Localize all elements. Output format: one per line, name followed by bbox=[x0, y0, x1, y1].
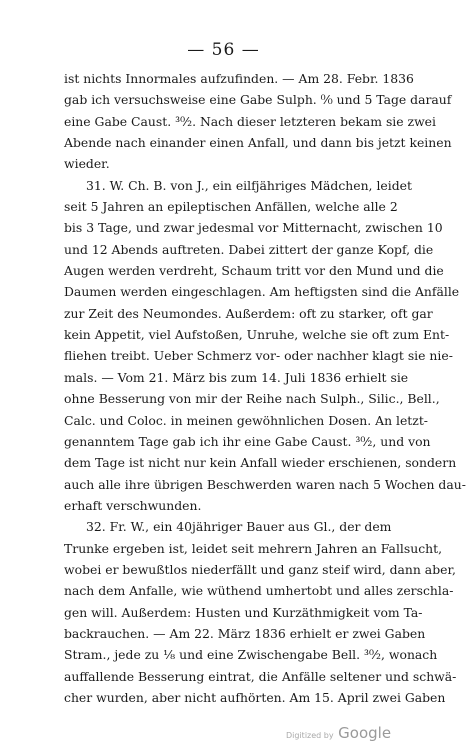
text-line: Abende nach einander einen Anfall, und dann bis jetzt keinen bbox=[64, 135, 452, 151]
text-line: zur Zeit des Neumondes. Außerdem: oft zu starker, oft gar bbox=[64, 305, 433, 321]
watermark-prefix: Digitized by bbox=[286, 731, 334, 740]
text-line: auch alle ihre übrigen Beschwerden waren nach 5 Wochen dau- bbox=[64, 476, 466, 492]
text-line: Stram., jede zu ⅛ und eine Zwischengabe Bell. ³⁰⁄₂, wonach bbox=[64, 647, 438, 663]
digitized-watermark bbox=[286, 724, 391, 742]
text-line: Augen werden verdreht, Schaum tritt vor den Mund und die bbox=[64, 263, 444, 279]
text-line: ohne Besserung von mir der Reihe nach Sulph., Silic., Bell., bbox=[64, 391, 440, 407]
text-line: wieder. bbox=[64, 156, 110, 172]
page-number: — 56 — bbox=[187, 40, 260, 60]
text-line: backrauchen. — Am 22. März 1836 erhielt er zwei Gaben bbox=[64, 625, 426, 641]
text-line: kein Appetit, viel Aufstoßen, Unruhe, welche sie oft zum Ent- bbox=[64, 327, 450, 343]
text-line: und 12 Abends auftreten. Dabei zittert der ganze Kopf, die bbox=[64, 241, 434, 257]
body-text bbox=[64, 68, 466, 708]
text-line: nach dem Anfalle, wie wüthend umhertobt und alles zerschla- bbox=[64, 583, 454, 599]
text-line: ist nichts Innormales aufzufinden. — Am 28. Febr. 1836 bbox=[64, 71, 414, 86]
text-line: seit 5 Jahren an epileptischen Anfällen, welche alle 2 bbox=[64, 199, 398, 215]
text-line: wobei er bewußtlos niederfällt und ganz steif wird, dann aber, bbox=[64, 561, 456, 577]
text-line: genanntem Tage gab ich ihr eine Gabe Caust. ³⁰⁄₂, und von bbox=[64, 433, 431, 449]
text-line: eine Gabe Caust. ³⁰⁄₂. Nach dieser letzteren bekam sie zwei bbox=[64, 113, 436, 129]
text-line: 31. W. Ch. B. von J., ein eilfjähriges Mädchen, leidet bbox=[86, 177, 412, 193]
text-line: bis 3 Tage, und zwar jedesmal vor Mitternacht, zwischen 10 bbox=[64, 220, 443, 236]
text-line: Trunke ergeben ist, leidet seit mehrern Jahren an Fallsucht, bbox=[64, 540, 443, 556]
text-line: auffallende Besserung eintrat, die Anfälle seltener und schwä- bbox=[64, 668, 457, 684]
text-line: Daumen werden eingeschlagen. Am heftigsten sind die Anfälle bbox=[64, 284, 460, 300]
text-line: gen will. Außerdem: Husten und Kurzäthmigkeit vom Ta- bbox=[64, 604, 423, 620]
text-line: fliehen treibt. Ueber Schmerz vor- oder nachher klagt sie nie- bbox=[64, 348, 453, 364]
text-line: dem Tage ist nicht nur kein Anfall wieder erschienen, sondern bbox=[64, 455, 457, 471]
text-line: mals. — Vom 21. März bis zum 14. Juli 1836 erhielt sie bbox=[64, 369, 409, 385]
text-line: erhaft verschwunden. bbox=[64, 497, 202, 513]
text-line: Calc. und Coloc. in meinen gewöhnlichen Dosen. An letzt- bbox=[64, 412, 428, 428]
text-line: gab ich versuchsweise eine Gabe Sulph. ⁰⁄₀ und 5 Tage darauf bbox=[64, 92, 452, 108]
text-line: 32. Fr. W., ein 40jähriger Bauer aus Gl., der dem bbox=[86, 519, 392, 535]
text-line: cher wurden, aber nicht aufhörten. Am 15. April zwei Gaben bbox=[64, 689, 446, 705]
google-logo: Google bbox=[338, 724, 392, 742]
